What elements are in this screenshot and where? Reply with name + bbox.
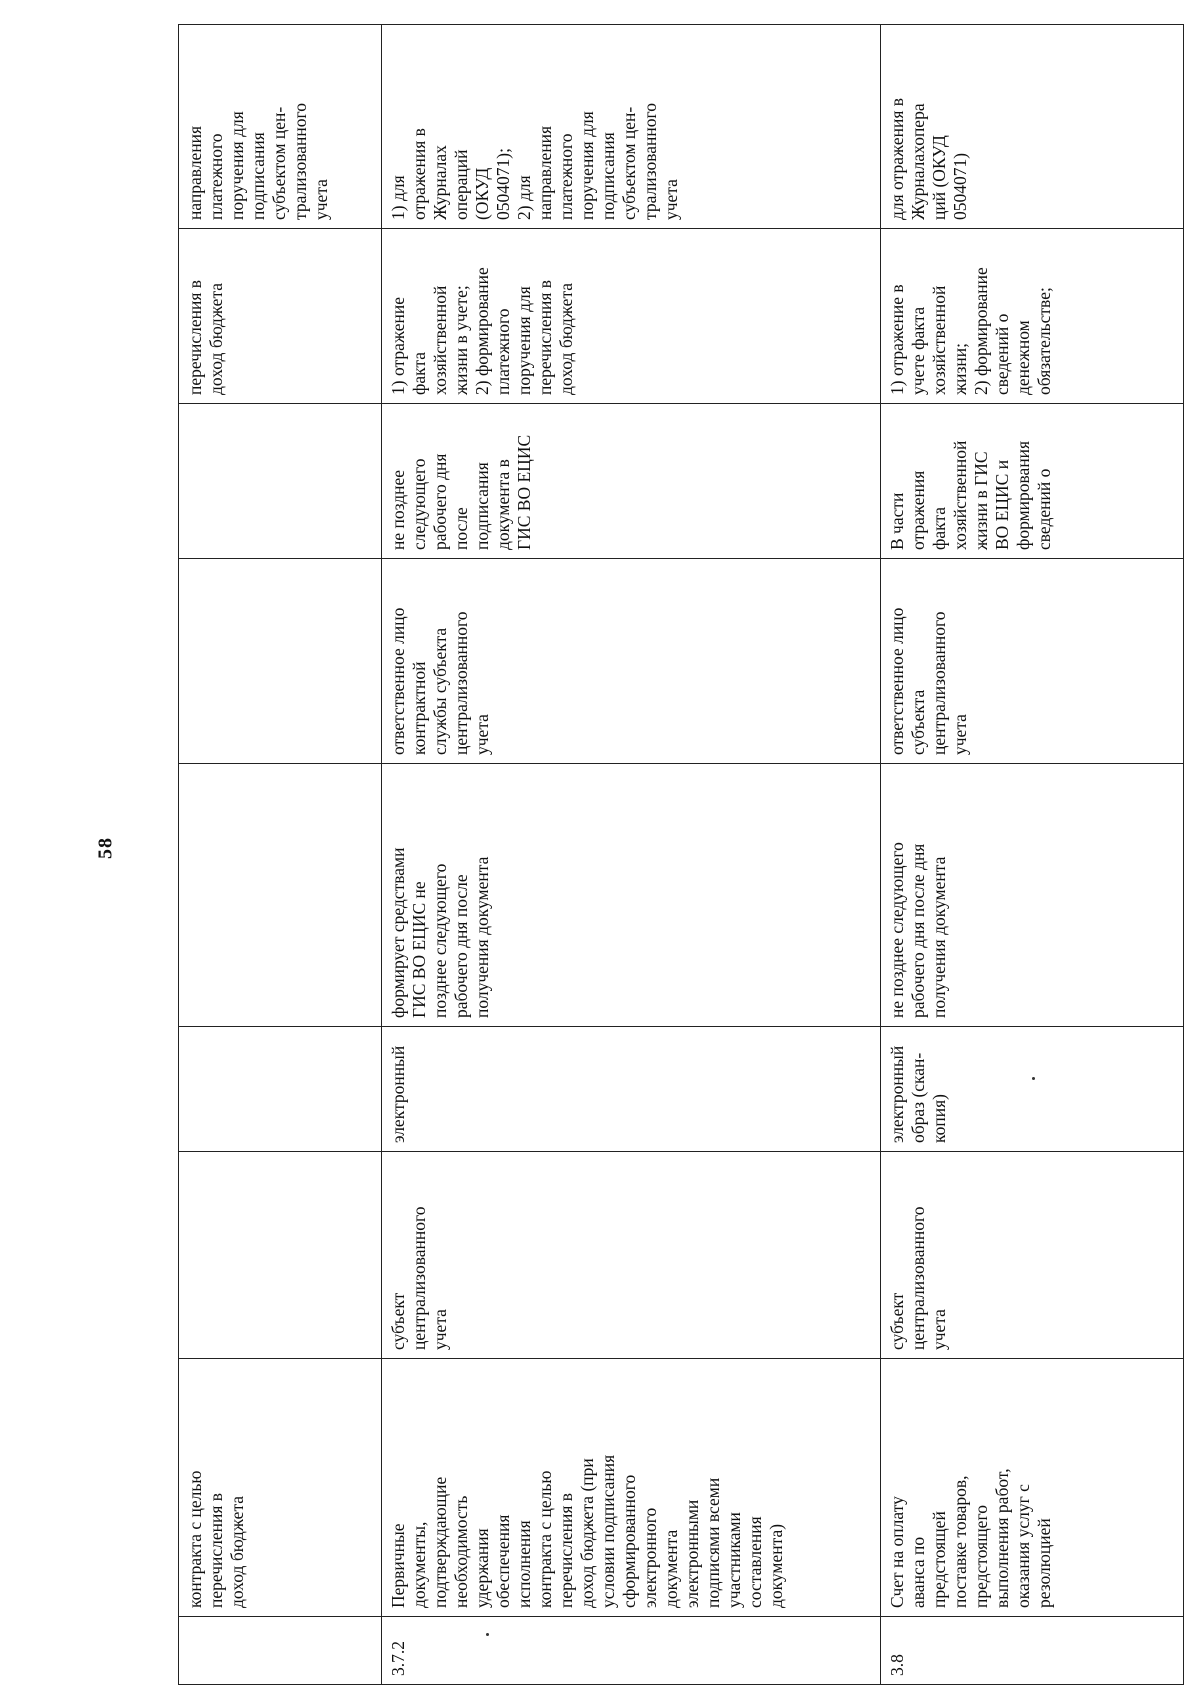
recipient-cell	[179, 559, 382, 764]
deadline-cell: не позднее следующего рабочего дня после дня получения документа	[881, 764, 1184, 1027]
purpose-cell: 1) отражение в учете факта хозяйственной жизни; 2) формирование сведений о денежном обязательстве;	[881, 229, 1184, 404]
responsible-party-cell: субъект централизованного учета	[382, 1152, 881, 1359]
purpose-cell: 1) отражение факта хозяйственной жизни в учете; 2) формирование платежного поручения для перечисления в доход бюджета	[382, 229, 881, 404]
row-number-cell: 3.8	[881, 1617, 1184, 1685]
table-row	[881, 25, 1184, 1685]
deadline-cell: формирует средствами ГИС ВО ЕЦИС не позднее следующего рабочего дня после получения документа	[382, 764, 881, 1027]
processing-deadline-cell: В части отражения факта хозяйственной жизни в ГИС ВО ЕЦИС и формирования сведений о	[881, 404, 1184, 559]
table-row	[382, 25, 881, 1685]
usage-cell: 1) для отражения в Журналах операций (ОКУД 0504071); 2) для направления платежного поручения для подписания субъектом цен- трализованного учета	[382, 25, 881, 229]
scan-speck	[486, 1633, 489, 1636]
processing-deadline-cell: не позднее следующего рабочего дня после подписания документа в ГИС ВО ЕЦИС	[382, 404, 881, 559]
document-name-cell: Счет на оплату аванса по предстоящей поставке товаров, предстоящего выполнения работ, оказания услуг с резолюцией	[881, 1359, 1184, 1617]
responsible-party-cell	[179, 1152, 382, 1359]
page-number: 58	[94, 837, 117, 859]
deadline-cell	[179, 764, 382, 1027]
scan-speck	[1032, 1077, 1035, 1080]
usage-cell: для отражения в Журналахопера ций (ОКУД 0504071)	[881, 25, 1184, 229]
table-row	[179, 25, 382, 1685]
format-cell: электронный образ (скан- копия)	[881, 1027, 1184, 1152]
format-cell	[179, 1027, 382, 1152]
recipient-cell: ответственное лицо субъекта централизованного учета	[881, 559, 1184, 764]
purpose-cell: перечисления в доход бюджета	[179, 229, 382, 404]
rotated-table-container	[178, 25, 1144, 1685]
document-name-cell: Первичные документы, подтверждающие необходимость удержания обеспечения исполнения контракта с целью перечисления в доход бюджета (при условии подписания сформированного электронного документа электронными подписями всеми участниками составления документа)	[382, 1359, 881, 1617]
document-name-cell: контракта с целью перечисления в доход бюджета	[179, 1359, 382, 1617]
usage-cell: направления платежного поручения для подписания субъектом цен- трализованного учета	[179, 25, 382, 229]
format-cell: электронный	[382, 1027, 881, 1152]
processing-deadline-cell	[179, 404, 382, 559]
row-number-cell: 3.7.2	[382, 1617, 881, 1685]
row-number-cell	[179, 1617, 382, 1685]
recipient-cell: ответственное лицо контрактной службы субъекта централизованного учета	[382, 559, 881, 764]
document-table	[178, 24, 1184, 1685]
responsible-party-cell: субъект централизованного учета	[881, 1152, 1184, 1359]
